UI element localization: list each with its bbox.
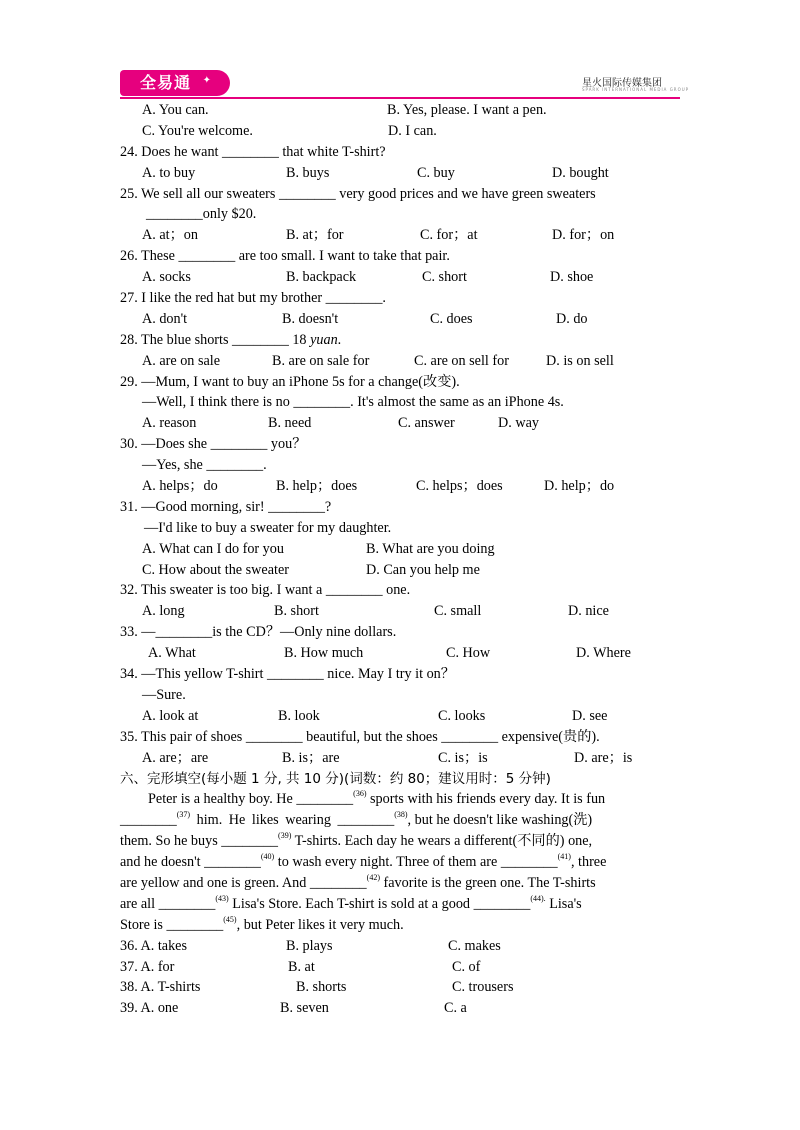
option-a: A. What xyxy=(148,645,196,662)
passage-line: ________$^{(37)}$ him. He likes wearing ________$^{(38)}$, but he doesn't like washing(洗) xyxy=(120,810,593,829)
passage-line: are yellow and one is green. And ________$^{(42)}$ favorite is the green one. The T-shirts xyxy=(120,872,596,891)
question-stem-continued: —Yes, she ________. xyxy=(142,457,267,474)
option-b: B. are on sale for xyxy=(272,352,370,369)
option-row xyxy=(120,267,680,288)
option-b: B. need xyxy=(268,415,312,432)
option-c: C. answer xyxy=(398,415,455,432)
option-d: D. for；on xyxy=(552,227,615,244)
question-31: 31. —Good morning, sir! ________? xyxy=(120,498,332,515)
option-b: B. plays xyxy=(286,937,333,954)
option-row xyxy=(120,977,680,998)
option-row xyxy=(120,121,680,142)
question-36-option-a: 36. A. takes xyxy=(120,937,187,954)
question-stem-continued: —I'd like to buy a sweater for my daughter. xyxy=(144,519,392,536)
option-b: B. shorts xyxy=(296,979,347,996)
section-heading xyxy=(120,769,680,790)
option-d: D. do xyxy=(556,310,588,327)
question-stem xyxy=(120,434,680,455)
question-34: 34. —This yellow T-shirt ________ nice. May I try it on？ xyxy=(120,666,455,683)
option-d: D. are；is xyxy=(574,749,633,766)
option-b: B. buys xyxy=(286,164,330,181)
option-c: C. is；is xyxy=(438,749,488,766)
option-row xyxy=(120,225,680,246)
question-stem xyxy=(120,142,680,163)
option-row xyxy=(120,706,680,727)
question-stem-continued: —Sure. xyxy=(142,686,186,703)
option-b: B. doesn't xyxy=(282,310,339,327)
option-c: C. helps；does xyxy=(416,478,503,495)
question-38-option-a: 38. A. T-shirts xyxy=(120,979,201,996)
option-b: B. is；are xyxy=(282,749,340,766)
question-stem xyxy=(120,288,680,309)
option-c: C. a xyxy=(444,1000,467,1017)
option-c: C. does xyxy=(430,310,473,327)
question-stem xyxy=(120,330,680,351)
question-32: 32. This sweater is too big. I want a ________ one. xyxy=(120,582,411,599)
option-c: C. buy xyxy=(417,164,455,181)
question-30: 30. —Does she ________ you？ xyxy=(120,436,307,453)
option-c: C. How about the sweater xyxy=(142,561,289,578)
option-c: C. for；at xyxy=(420,227,478,244)
option-c: C. of xyxy=(452,958,481,975)
option-a: A. What can I do for you xyxy=(142,540,284,557)
option-row xyxy=(120,643,680,664)
option-row xyxy=(120,601,680,622)
option-d: D. Where xyxy=(576,645,631,662)
question-stem xyxy=(120,727,680,748)
option-row xyxy=(120,748,680,769)
option-c: C. How xyxy=(446,645,491,662)
question-29: 29. —Mum, I want to buy an iPhone 5s for a change(改变). xyxy=(120,373,460,390)
question-stem-continued: ________only $20. xyxy=(146,206,257,223)
option-b: B. help；does xyxy=(276,478,358,495)
option-row xyxy=(120,998,680,1019)
option-c: C. looks xyxy=(438,707,486,724)
option-row xyxy=(120,476,680,497)
option-a: A. long xyxy=(142,603,185,620)
option-row xyxy=(120,936,680,957)
page-header xyxy=(0,0,800,100)
question-stem xyxy=(120,580,680,601)
option-d: D. see xyxy=(572,707,608,724)
option-row xyxy=(120,100,680,121)
option-d: D. I can. xyxy=(388,122,437,139)
option-row xyxy=(120,163,680,184)
option-c: C. small xyxy=(434,603,482,620)
question-33: 33. —________is the CD？—Only nine dollars. xyxy=(120,624,397,641)
option-b: B. short xyxy=(274,603,319,620)
passage-line: Store is ________$^{(45)}$, but Peter likes it very much. xyxy=(120,914,404,933)
option-row xyxy=(120,309,680,330)
passage-line: are all ________$^{(43)}$ Lisa's Store. Each T-shirt is sold at a good ________$^{(44).}$ Lisa's xyxy=(120,893,582,912)
option-c: C. short xyxy=(422,269,467,286)
question-stem xyxy=(120,622,680,643)
option-row xyxy=(120,957,680,978)
option-c: C. You're welcome. xyxy=(142,122,253,139)
option-d: D. help；do xyxy=(544,478,615,495)
option-a: A. at；on xyxy=(142,227,198,244)
option-b: B. at xyxy=(288,958,315,975)
question-35: 35. This pair of shoes ________ beautiful, but the shoes ________ expensive(贵的). xyxy=(120,728,600,745)
option-b: B. at；for xyxy=(286,227,344,244)
option-row xyxy=(120,560,680,581)
header-rule xyxy=(120,97,680,99)
question-stem xyxy=(120,184,680,205)
option-c: C. are on sell for xyxy=(414,352,509,369)
passage-line: them. So he buys ________$^{(39)}$ T-shirts. Each day he wears a different(不同的) one, xyxy=(120,831,593,850)
option-row xyxy=(120,539,680,560)
option-c: C. trousers xyxy=(452,979,514,996)
option-b: B. backpack xyxy=(286,269,357,286)
option-a: A. socks xyxy=(142,269,191,286)
question-39-option-a: 39. A. one xyxy=(120,1000,179,1017)
option-row xyxy=(120,351,680,372)
option-a: A. You can. xyxy=(142,102,209,118)
section-6-title: 六、完形填空(每小题 1 分, 共 10 分)(词数：约 80；建议用时：5 分钟) xyxy=(120,770,551,787)
logo-text: 全易通 xyxy=(140,73,192,92)
option-row xyxy=(120,413,680,434)
option-b: B. Yes, please. I want a pen. xyxy=(387,102,547,118)
question-stem xyxy=(120,664,680,685)
option-a: A. look at xyxy=(142,707,199,724)
passage-line: and he doesn't ________$^{(40)}$ to wash every night. Three of them are ________$^{(41)}$, three xyxy=(120,852,607,871)
passage-line: Peter is a healthy boy. He ________$^{(36)}$ sports with his friends every day. It is fun xyxy=(148,789,606,808)
question-24: 24. Does he want ________ that white T-shirt? xyxy=(120,143,386,160)
brand-logo xyxy=(120,70,230,96)
option-b: B. look xyxy=(278,707,320,724)
option-c: C. makes xyxy=(448,937,501,954)
option-a: A. to buy xyxy=(142,164,196,181)
question-28: 28. The blue shorts ________ 18 yuan. xyxy=(120,331,342,348)
option-d: D. nice xyxy=(568,603,609,620)
option-a: A. helps；do xyxy=(142,478,218,495)
option-b: B. seven xyxy=(280,1000,329,1017)
option-a: A. reason xyxy=(142,415,197,432)
option-d: D. bought xyxy=(552,164,609,181)
option-a: A. are；are xyxy=(142,749,209,766)
option-d: D. Can you help me xyxy=(366,561,480,578)
exam-content xyxy=(120,100,680,1019)
question-27: 27. I like the red hat but my brother ________. xyxy=(120,290,386,307)
option-a: A. don't xyxy=(142,310,188,327)
option-d: D. is on sell xyxy=(546,352,614,369)
question-26: 26. These ________ are too small. I want to take that pair. xyxy=(120,248,450,265)
option-a: A. are on sale xyxy=(142,352,220,369)
publisher-name: 星火国际传媒集团 xyxy=(582,78,662,89)
question-stem xyxy=(120,497,680,518)
question-stem xyxy=(120,372,680,393)
option-d: D. shoe xyxy=(550,269,594,286)
question-37-option-a: 37. A. for xyxy=(120,958,175,975)
question-25: 25. We sell all our sweaters ________ very good prices and we have green sweaters xyxy=(120,185,596,202)
option-b: B. How much xyxy=(284,645,364,662)
question-stem-continued: —Well, I think there is no ________. It's almost the same as an iPhone 4s. xyxy=(142,394,564,411)
option-b: B. What are you doing xyxy=(366,540,495,557)
option-d: D. way xyxy=(498,415,539,432)
question-stem xyxy=(120,246,680,267)
star-icon: ✦ xyxy=(202,75,212,86)
publisher-subtitle: SPARK INTERNATIONAL MEDIA GROUP xyxy=(582,87,690,92)
